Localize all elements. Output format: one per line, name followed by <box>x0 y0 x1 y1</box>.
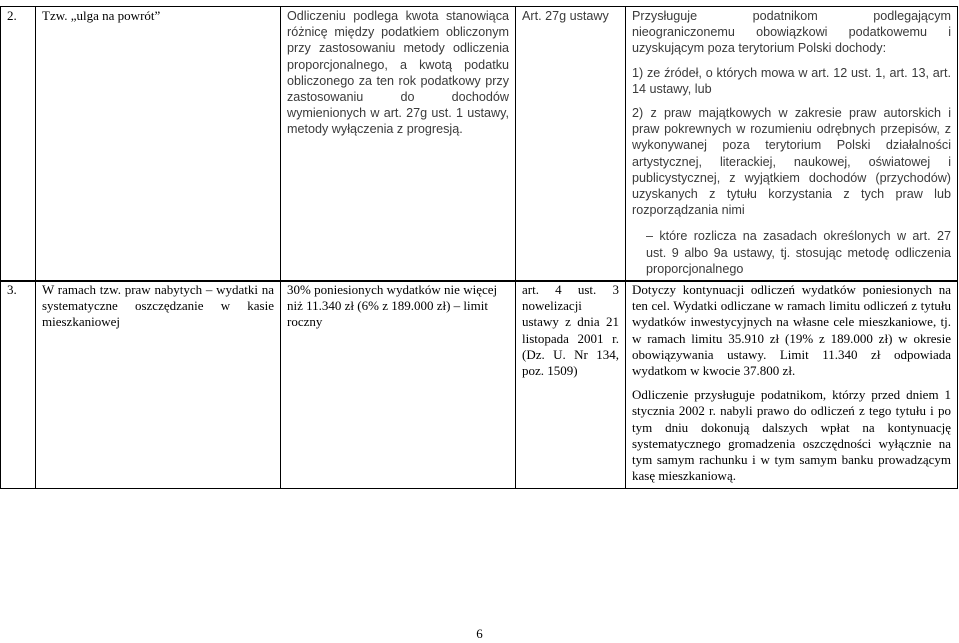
relief-name: W ramach tzw. praw nabytych – wydatki na systematyczne oszczędzanie w kasie mieszkaniowej <box>42 282 274 330</box>
legal-basis-cell <box>516 281 626 489</box>
row-number: 2. <box>7 8 17 23</box>
row-number: 3. <box>7 282 17 297</box>
legal-basis: Art. 27g ustawy <box>522 9 609 23</box>
relief-table-row-3 <box>0 280 958 489</box>
relief-name: Tzw. „ulga na powrót” <box>42 8 161 23</box>
row-number-cell <box>1 281 36 489</box>
row-number-cell <box>1 7 36 282</box>
remarks-cell <box>626 7 958 282</box>
table-row <box>1 281 958 489</box>
remarks-paragraph-2: Odliczenie przysługuje podatnikom, którzy przed dniem 1 stycznia 2002 r. nabyli prawo do odliczeń z tego tytułu i po tym dniu dokonują dalszych wpłat na kontynuację systematycznego gromadzenia oszczędności wyłącznie na tym samym rachunku i w tym samym banku prowadzącym kasę mieszkaniową. <box>632 387 951 484</box>
legal-basis-cell <box>516 7 626 282</box>
relief-name-cell <box>36 7 281 282</box>
remarks-item-1: 1) ze źródeł, o których mowa w art. 12 ust. 1, art. 13, art. 14 ustawy, lub <box>632 65 951 96</box>
remarks-closing: – które rozlicza na zasadach określonych w art. 27 ust. 9 albo 9a ustawy, tj. stosując metodę odliczenia proporcjonalnego <box>646 229 951 276</box>
relief-description-cell <box>281 281 516 489</box>
relief-description-cell <box>281 7 516 282</box>
relief-description: 30% poniesionych wydatków nie więcej niż 11.340 zł (6% z 189.000 zł) – limit roczny <box>287 282 498 330</box>
legal-basis: art. 4 ust. 3 nowelizacji ustawy z dnia 21 listopada 2001 r. (Dz. U. Nr 134, poz. 1509) <box>522 282 619 379</box>
relief-name-cell <box>36 281 281 489</box>
relief-description: Odliczeniu podlega kwota stanowiąca różnicę między podatkiem obliczonym przy zastosowaniu metody odliczenia proporcjonalnego, a kwotą podatku obliczonego za ten rok podatkowy przy zastosowaniu do dochodów wymienionych w art. 27g ust. 1 ustawy, metody wyłączenia z progresją. <box>287 9 509 137</box>
remarks-intro: Przysługuje podatnikom podlegającym nieograniczonemu obowiązkowi podatkowemu i uzyskującym poza terytorium Polski dochody: <box>632 9 951 56</box>
page-number: 6 <box>476 626 483 641</box>
relief-table-row-2 <box>0 6 958 282</box>
remarks-cell <box>626 281 958 489</box>
remarks-paragraph-1: Dotyczy kontynuacji odliczeń wydatków poniesionych na ten cel. Wydatki odliczane w ramach limitu odliczeń z tytułu wydatków inwestycyjnych na własne cele mieszkaniowe, tj. w ramach limitu 35.910 zł (19% z 189.000 zł) w okresie obowiązywania ustawy. Limit 11.340 zł odpowiada wydatkom w kwocie 37.800 zł. <box>632 282 951 379</box>
table-row <box>1 7 958 282</box>
remarks-item-2: 2) z praw majątkowych w zakresie praw autorskich i praw pokrewnych w rozumieniu odrębnych przepisów, z wykonywanej poza terytorium Polski działalności artystycznej, literackiej, naukowej, oświatowej i publicystycznej, z wyjątkiem dochodów (przychodów) uzyskanych z tytułu korzystania z tych praw lub rozporządzania nimi <box>632 106 951 218</box>
